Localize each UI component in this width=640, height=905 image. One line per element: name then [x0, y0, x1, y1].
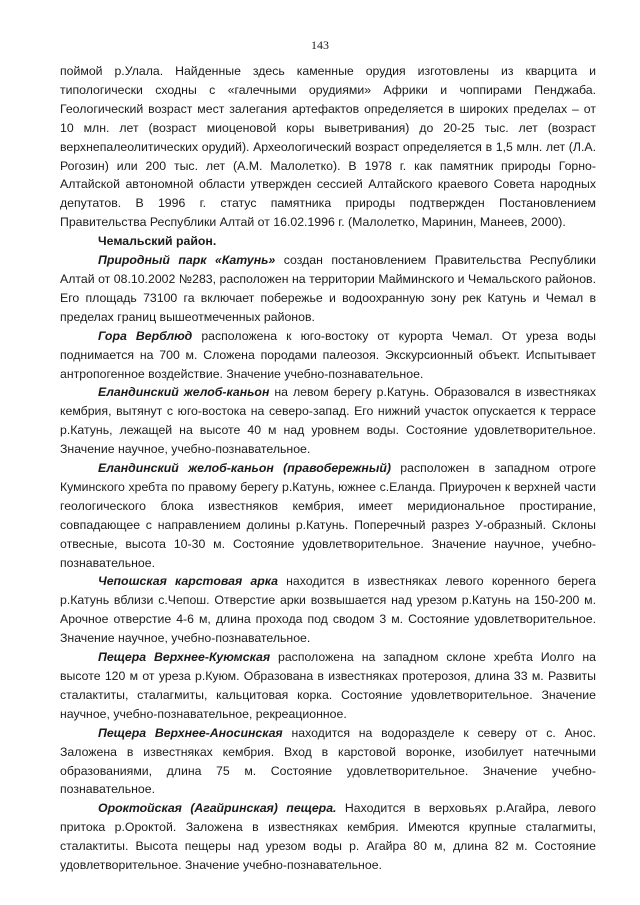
entry-text: создан постановлением Правительства Республики Алтай от 08.10.2002 №283, расположен на территории Майминского и Чемальского районов. Его площадь 73100 га включает побережье и водоохранную зону рек Катунь и Чемал в пределах границ вышеотмеченных районов.: [60, 253, 596, 324]
paragraph-verblyud: [60, 327, 596, 384]
entry-term: Пещера Верхнее-Куюмская: [98, 650, 271, 665]
section-heading-chemal: [60, 232, 596, 251]
paragraph-intro: [60, 62, 596, 232]
entry-term: Еландинский желоб-каньон: [98, 385, 270, 400]
section-heading: Чемальский район.: [98, 234, 217, 249]
entry-term: Природный парк «Катунь»: [98, 253, 276, 268]
entry-term: Гора Верблюд: [98, 328, 193, 343]
entry-text: находится на водоразделе к северу от с. Анос. Заложена в известняках кембрия. Вход в карстовой воронке, изобилует натечными образованиями, длина 75 м. Состояние удовлетворительное. Значение учебно-познавательное.: [60, 725, 597, 797]
entry-text: расположена на западном склоне хребта Иолго на высоте 120 м от уреза р.Куюм. Образована в известняках протерозоя, длина 33 м. Развиты сталактиты, сталагмиты, кальцитовая корка. Состояние удовлетворительное. Значение научное, учебно-познавательное, рекреационное.: [60, 650, 596, 721]
entry-term: Ороктойская (Агайринская) пещера.: [98, 801, 337, 816]
entry-term: Пещера Верхнее-Аносинская: [98, 725, 283, 740]
paragraph-text: поймой р.Улала. Найденные здесь каменные орудия изготовлены из кварцита и типологически сходны с «галечными орудиями» Африки и чоппирами Пенджаба. Геологический возраст мест залегания артефактов определяется в широких пределах – от 10 млн. лет (возраст миоценовой коры выветривания) до 20-25 тыс. лет (возраст верхнепалеолитических орудий). Археологический возраст определяется в 1,5 млн. лет (Л.А. Рогозин) или 200 тыс. лет (А.М. Малолетко). В 1978 г. как памятник природы Горно-Алтайской автономной области утвержден сессией Алтайского краевого Совета народных депутатов. В 1996 г. статус памятника природы подтвержден Постановлением Правительства Республики Алтай от 16.02.1996 г. (Малолетко, Маринин, Манеев, 2000).: [60, 64, 596, 230]
paragraph-anos-cave: [60, 724, 596, 800]
entry-text: расположена к юго-востоку от курорта Чемал. От уреза воды поднимается на 700 м. Сложена породами палеозоя. Экскурсионный объект. Испытывает антропогенное воздействие. Значение учебно-познавательное.: [60, 328, 596, 381]
paragraph-elanda-canyon-right: [60, 459, 596, 572]
paragraph-katun-park: [60, 251, 596, 327]
paragraph-elanda-canyon: [60, 383, 596, 459]
document-body: [60, 62, 596, 875]
entry-term: Чепошская карстовая арка: [98, 574, 278, 589]
paragraph-oroktoy-cave: [60, 799, 596, 875]
paragraph-kuyum-cave: [60, 648, 596, 724]
entry-text: находится в известняках левого коренного берега р.Катунь вблизи с.Чепош. Отверстие арки возвышается над урезом р.Катунь на 150-200 м. Арочное отверстие 4-6 м, длина прохода под сводом 3 м. Состояние удовлетворительное. Значение научное, учебно-познавательное.: [60, 574, 596, 646]
paragraph-cheposh-arch: [60, 572, 596, 648]
entry-text: расположен в западном отроге Куминского хребта по правому берегу р.Катунь, южнее с.Еланда. Приурочен к верхней части геологического блока известняков кембрия, имеет меридиональное простирание, совпадающее с направлением долины р.Катунь. Поперечный разрез У-образный. Склоны отвесные, высота 10-30 м. Состояние удовлетворительное. Значение научное, учебно-познавательное.: [60, 461, 596, 570]
entry-text: Находится в верховьях р.Агайра, левого притока р.Ороктой. Заложена в известняках кембрия. Имеются крупные сталагмиты, сталактиты. Высота пещеры над урезом воды р. Агайра 80 м, длина 82 м. Состояние удовлетворительное. Значение учебно-познавательное.: [60, 801, 596, 873]
entry-text: на левом берегу р.Катунь. Образовался в известняках кембрия, вытянут с юго-востока на северо-запад. Его нижний участок опускается к террасе р.Катунь, лежащей на высоте 40 м над уровнем воды. Состояние удовлетворительное. Значение научное, учебно-познавательное.: [60, 385, 596, 457]
page-number: 143: [311, 38, 329, 52]
entry-term: Еландинский желоб-каньон (правобережный): [98, 461, 391, 476]
